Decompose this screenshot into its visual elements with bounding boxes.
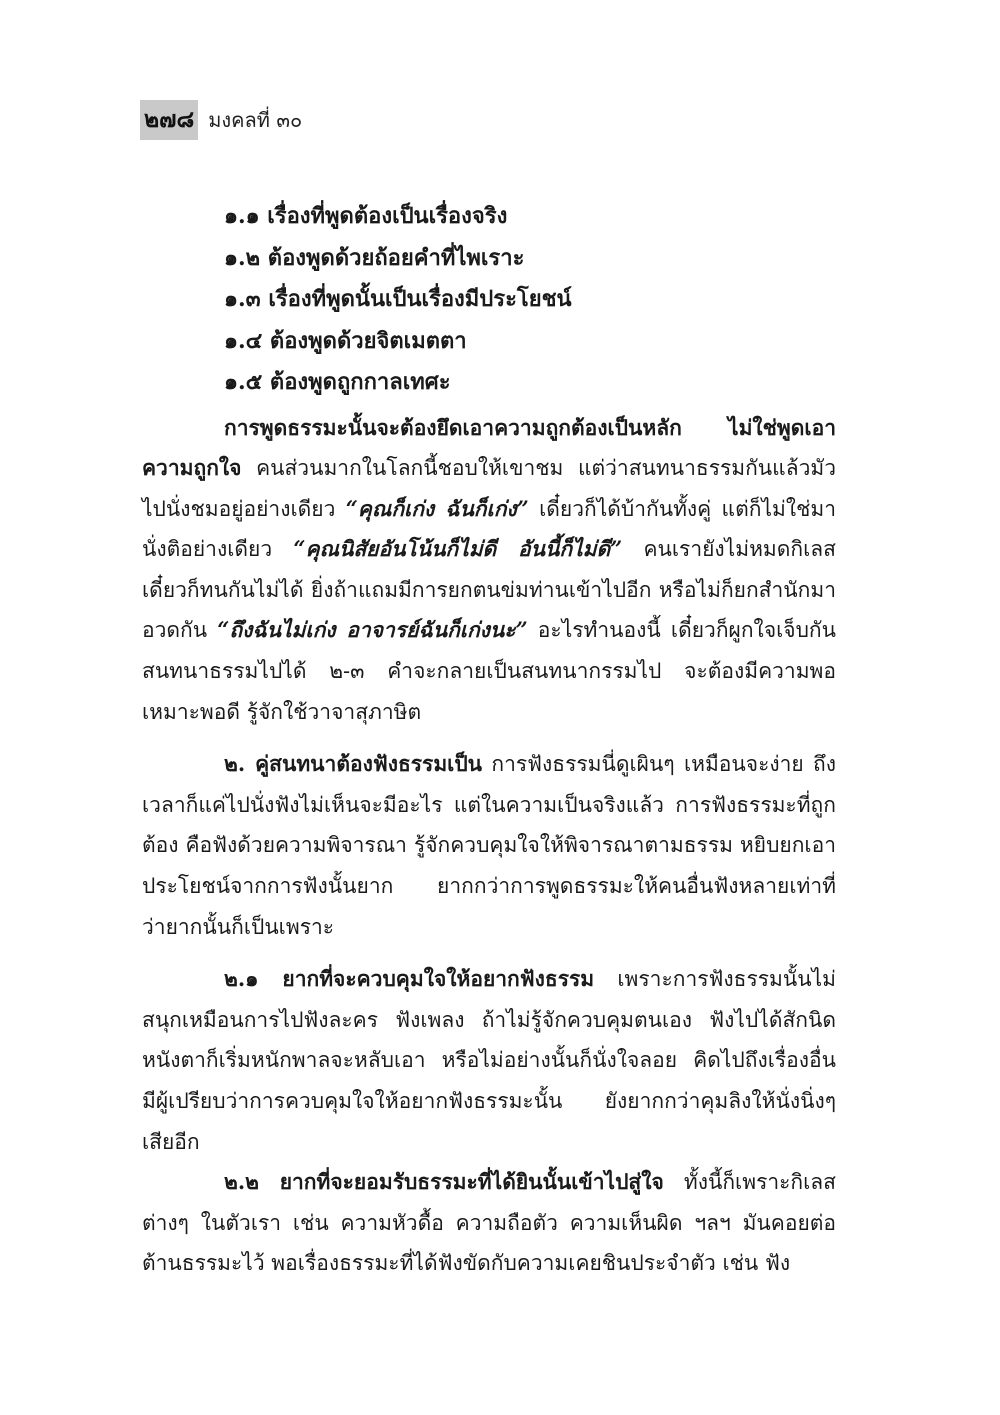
paragraph-text: ทั้งนี้ก็เพราะกิเลสต่างๆ ในตัวเรา เช่น ความหัวดื้อ ความถือตัว ความเห็นผิด ฯลฯ มันคอยต่อต้านธรรมะไว้ พอเรื่องธรรมะที่ได้ฟังขัดกับความเคยชินประจำตัว เช่น ฟัง <box>142 1170 836 1276</box>
paragraph-text: คนส่วนมากในโลกนี้ชอบให้เขาชม แต่ว่าสนทนาธรรมกันแล้วมัวไปนั่งชมอยู่อย่างเดียว <box>142 456 836 521</box>
list-item: ๑.๑ เรื่องที่พูดต้องเป็นเรื่องจริง <box>224 203 508 229</box>
paragraph-text: เพราะการฟังธรรมนั้นไม่สนุกเหมือนการไปฟังละคร ฟังเพลง ถ้าไม่รู้จักควบคุมตนเอง ฟังไปได้สักนิดหนังตาก็เริ่มหนักพาลจะหลับเอา หรือไม่อย่างนั้นก็นั่งใจลอย คิดไปถึงเรื่องอื่น มีผู้เปรียบว่าการควบคุมใจให้อยากฟังธรรมะนั้น ยังยากกว่าคุมลิงให้นั่งนิ่งๆ เสียอีก <box>142 967 836 1154</box>
list-item: ๑.๒ ต้องพูดด้วยถ้อยคำที่ไพเราะ <box>224 244 525 271</box>
subsection-heading: ๒.๒ ยากที่จะยอมรับธรรมะที่ได้ยินนั้นเข้าไปสู่ใจ <box>224 1169 664 1195</box>
numbered-list <box>142 196 836 404</box>
quote: “คุณก็เก่ง ฉันก็เก่ง” <box>345 495 529 521</box>
quote: “คุณนิสัยอันโน้นก็ไม่ดี อันนี้ก็ไม่ดี” <box>293 536 623 562</box>
paragraph-text: อะไรทำนองนี้ เดี๋ยวก็ผูกใจเจ็บกัน สนทนาธรรมไปได้ ๒-๓ คำจะกลายเป็นสนทนากรรมไป จะต้องมีความพอเหมาะพอดี รู้จักใช้วาจาสุภาษิต <box>142 618 836 724</box>
page-header <box>140 100 302 140</box>
paragraph-text: การฟังธรรมนี่ดูเผินๆ เหมือนจะง่าย ถึงเวลาก็แค่ไปนั่งฟังไม่เห็นจะมีอะไร แต่ในความเป็นจริงแล้ว การฟังธรรมะที่ถูกต้อง คือฟังด้วยความพิจารณา รู้จักควบคุมใจให้พิจารณาตามธรรม หยิบยกเอาประโยชน์จากการฟังนั้นยาก ยากกว่าการพูดธรรมะให้คนอื่นฟังหลายเท่าที่ว่ายากนั้นก็เป็นเพราะ <box>142 752 837 939</box>
subsection-heading: ๒.๑ ยากที่จะควบคุมใจให้อยากฟังธรรม <box>224 966 595 992</box>
running-title: มงคลที่ ๓๐ <box>208 108 303 132</box>
paragraph-accept-dhamma <box>142 1162 836 1284</box>
paragraph-control-mind <box>142 959 836 1162</box>
section-heading: ๒. คู่สนทนาต้องฟังธรรมเป็น <box>224 751 483 777</box>
page-body <box>142 196 836 1284</box>
page-number: ๒๗๘ <box>140 100 198 140</box>
paragraph-text: เดี๋ยวก็ได้บ้ากันทั้งคู่ แต่ก็ไม่ใช่มานั่งติอย่างเดียว <box>142 496 836 562</box>
paragraph-speaking-dhamma <box>142 408 836 733</box>
quote: “ถึงฉันไม่เก่ง อาจารย์ฉันก็เก่งนะ” <box>217 617 528 643</box>
paragraph-text: คนเรายังไม่หมดกิเลส เดี๋ยวก็ทนกันไม่ได้ ยิ่งถ้าแถมมีการยกตนข่มท่านเข้าไปอีก หรือไม่ก็ยกสำนักมาอวดกัน <box>142 537 836 643</box>
paragraph-lead: การพูดธรรมะนั้นจะต้องยึดเอาความถูกต้องเป็นหลัก ไม่ใช่พูดเอาความถูกใจ <box>142 414 836 481</box>
list-item: ๑.๔ ต้องพูดด้วยจิตเมตตา <box>224 327 467 354</box>
list-item: ๑.๕ ต้องพูดถูกกาลเทศะ <box>224 369 451 395</box>
paragraph-listening <box>142 744 836 947</box>
list-item: ๑.๓ เรื่องที่พูดนั้นเป็นเรื่องมีประโยชน์ <box>224 286 572 312</box>
